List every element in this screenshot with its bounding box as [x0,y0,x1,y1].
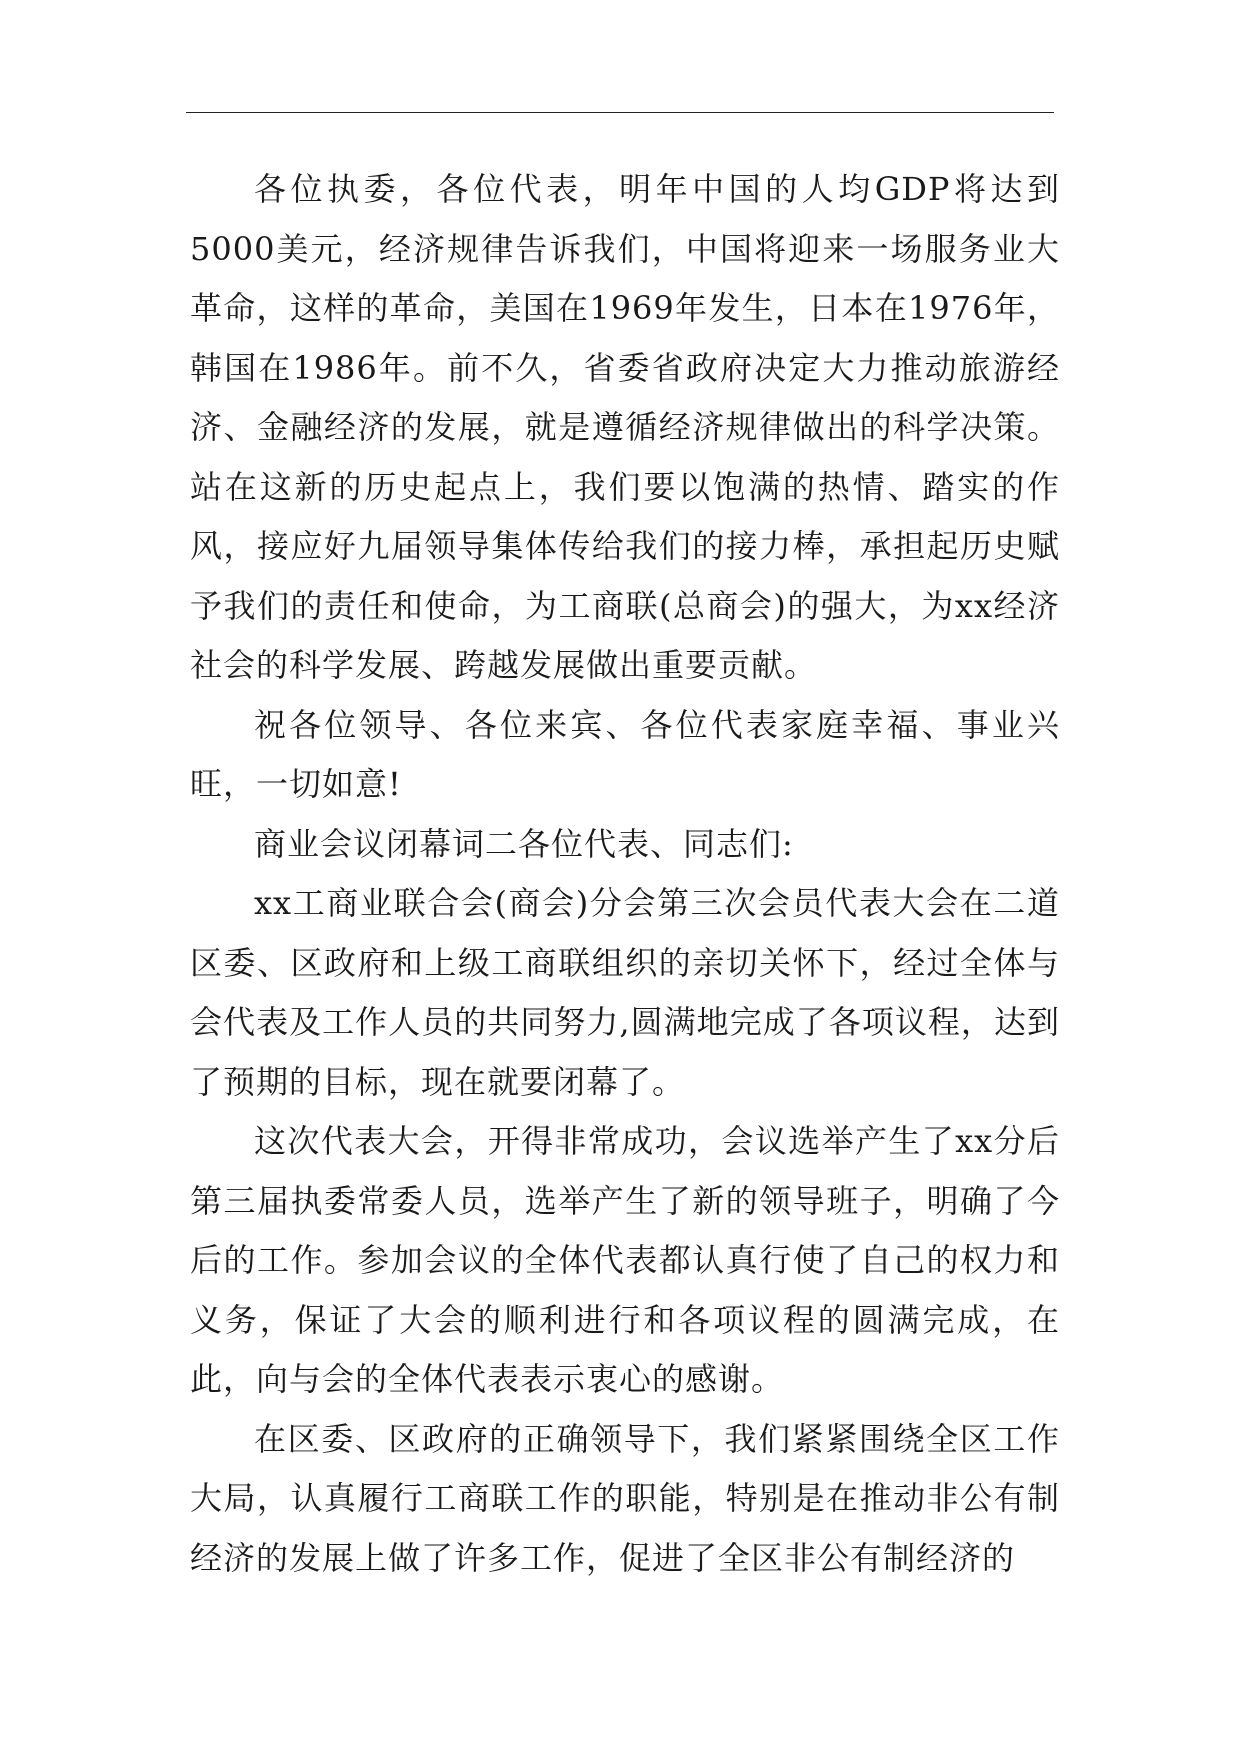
paragraph: 祝各位领导、各位来宾、各位代表家庭幸福、事业兴旺，一切如意! [190,705,1060,803]
paragraph: 在区委、区政府的正确领导下，我们紧紧围绕全区工作大局，认真履行工商联工作的职能，特别是在推动非公有制经济的发展上做了许多工作，促进了全区非公有制经济的 [190,1419,1060,1577]
document-body [190,160,1060,1588]
paragraph: 这次代表大会，开得非常成功，会议选举产生了xx分后第三届执委常委人员，选举产生了新的领导班子，明确了今后的工作。参加会议的全体代表都认真行使了自己的权力和义务，保证了大会的顺利进行和各项议程的圆满完成，在此，向与会的全体代表表示衷心的感谢。 [190,1122,1060,1398]
paragraph: xx工商业联合会(商会)分会第三次会员代表大会在二道区委、区政府和上级工商联组织的亲切关怀下，经过全体与会代表及工作人员的共同努力,圆满地完成了各项议程，达到了预期的目标，现在就要闭幕了。 [190,884,1060,1101]
paragraph: 各位执委，各位代表，明年中国的人均GDP将达到5000美元，经济规律告诉我们，中国将迎来一场服务业大革命，这样的革命，美国在1969年发生，日本在1976年，韩国在1986年。前不久，省委省政府决定大力推动旅游经济、金融经济的发展，就是遵循经济规律做出的科学决策。站在这新的历史起点上，我们要以饱满的热情、踏实的作风，接应好九届领导集体传给我们的接力棒，承担起历史赋予我们的责任和使命，为工商联(总商会)的强大，为xx经济社会的科学发展、跨越发展做出重要贡献。 [190,170,1060,684]
paragraph: 商业会议闭幕词二各位代表、同志们: [254,824,794,863]
header-rule [186,112,1054,113]
